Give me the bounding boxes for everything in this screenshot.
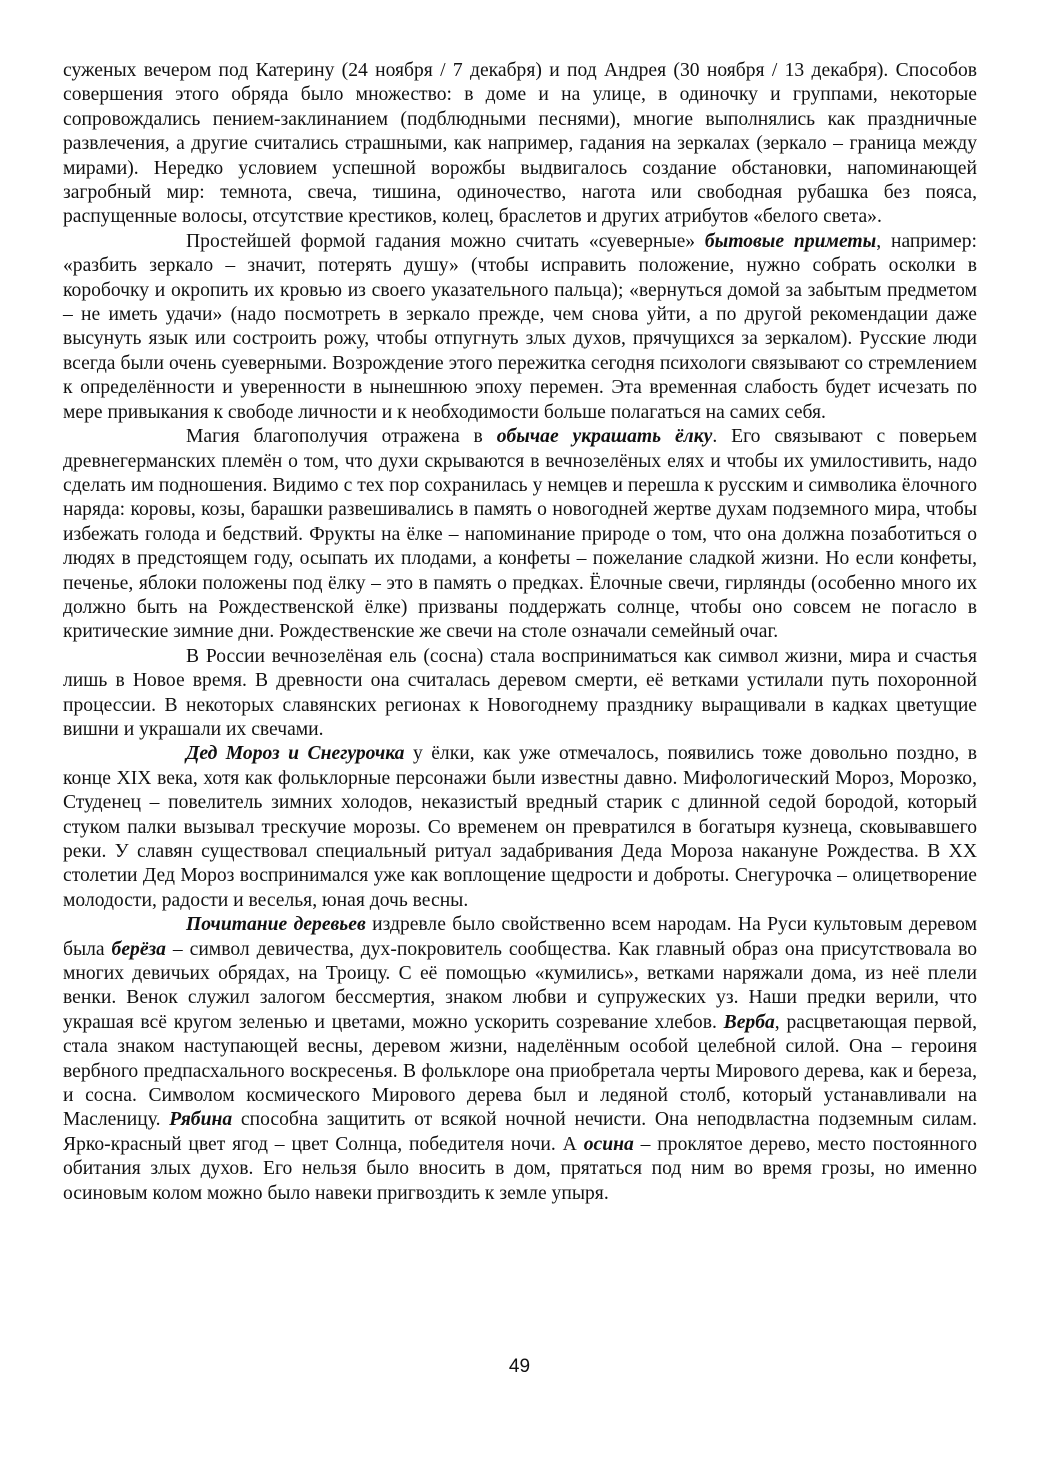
paragraph-3 <box>63 425 977 645</box>
term-bytovye-primety: бытовые приметы <box>704 230 877 252</box>
term-obychay-ukrashat-yolku: обычае украшать ёлку <box>496 426 713 448</box>
term-verba: Верба <box>723 1011 775 1033</box>
term-ryabina: Рябина <box>169 1109 233 1131</box>
paragraph-5-text-1: у ёлки, как уже отмечалось, появились тоже довольно поздно, в конце XIX века, хотя как фольклорные персонажи были известны давно. Мифологический Мороз, Морозко, Студенец – повелитель зимних холодов, неказистый вредный старик с длинной седой бородой, который стуком палки вызывал трескучие морозы. Со временем он превратился в богатыря кузнеца, сковывавшего реки. У славян существовал специальный ритуал задабривания Деда Мороза накануне Рождества. В XX столетии Дед Мороз воспринимался уже как воплощение щедрости и доброты. Снегурочка – олицетворение молодости, радости и веселья, юная дочь весны. <box>63 743 977 911</box>
term-beryoza: берёза <box>111 938 166 960</box>
paragraph-6-text-3: , расцветающая первой, стала знаком наступающей весны, деревом жизни, наделённым особой целебной силой. Она – героиня вербного предпасхального воскресенья. В фольклоре она приобретала черты Мирового дерева, как и береза, и сосна. Символом космического Мирового дерева был и ледяной столб, который устанавливали на Масленицу. <box>63 1011 977 1131</box>
paragraph-6-text-2: – символ девичества, дух-покровитель сообщества. Как главный образ она присутствовала во многих девичьих обрядах, на Троицу. С её помощью «кумились», ветками наряжали дома, из неё плели венки. Венок служил залогом бессмертия, знаком любви и супружеских уз. Наши предки верили, что украшая всё кругом зеленью и цветами, можно ускорить созревание хлебов. <box>63 938 977 1033</box>
term-ded-moroz-snegurochka: Дед Мороз и Снегурочка <box>186 743 405 765</box>
paragraph-5 <box>63 742 977 913</box>
paragraph-1-text: суженых вечером под Катерину (24 ноября / 7 декабря) и под Андрея (30 ноября / 13 декабря). Способов совершения этого обряда было множество: в доме и на улице, в одиночку и группами, некоторые сопровождались пением-заклинанием (подблюдными песнями), многие выполнялись как праздничные развлечения, а другие считались страшными, как например, гадания на зеркалах (зеркало – граница между мирами). Нередко условием успешной ворожбы выдвигалось создание обстановки, напоминающей загробный мир: темнота, свеча, тишина, одиночество, нагота или свободная рубашка без пояса, распущенные волосы, отсутствие крестиков, колец, браслетов и других атрибутов «белого света». <box>63 60 977 228</box>
paragraph-4 <box>63 645 977 743</box>
paragraph-6-text-4: способна защитить от всякой ночной нечисти. Она неподвластна подземным силам. Ярко-красный цвет ягод – цвет Солнца, победителя ночи. А <box>63 1109 977 1155</box>
paragraph-2-text-2: , например: «разбить зеркало – значит, потерять душу» (чтобы исправить положение, нужно собрать осколки в коробочку и окропить их кровью из своего указательного пальца); «вернуться домой за забытым предметом – не иметь удачи» (надо посмотреть в зеркало прежде, чем снова уйти, а по другой рекомендации даже высунуть язык или состроить рожу, чтобы отпугнуть злых духов, прячущихся за зеркалом). Русские люди всегда были очень суеверными. Возрождение этого пережитка сегодня психологи связывают со стремлением к определённости и уверенности в нынешнюю эпоху перемен. Эта временная слабость будет исчезать по мере привыкания к свободе личности и к необходимости больше полагаться на самих себя. <box>63 230 977 423</box>
term-pochitanie-derevyev: Почитание деревьев <box>186 914 366 936</box>
paragraph-3-text-1: Магия благополучия отражена в <box>186 426 497 448</box>
page-number: 49 <box>508 1356 531 1377</box>
term-osina: осина <box>583 1133 634 1155</box>
paragraph-3-text-2: . Его связывают с поверьем древнегерманских племён о том, что духи скрываются в вечнозелёных елях и чтобы их умилостивить, надо сделать им подношения. Видимо с тех пор сохранилась у немцев и перешла к русским и символика ёлочного наряда: коровы, козы, барашки развешивались в память о новогодней жертве духам подземного мира, чтобы избежать голода и бедствий. Фрукты на ёлке – напоминание природе о том, что она должна позаботиться о людях в предстоящем году, осыпать их плодами, а конфеты – пожелание сладкой жизни. Но если конфеты, печенье, яблоки положены под ёлку – это в память о предках. Ёлочные свечи, гирлянды (особенно много их должно быть на Рождественской ёлке) призваны поддержать солнце, чтобы оно совсем не погасло в критические зимние дни. Рождественские же свечи на столе означали семейный очаг. <box>63 426 977 643</box>
paragraph-6 <box>63 913 977 1206</box>
paragraph-4-text: В России вечнозелёная ель (сосна) стала восприниматься как символ жизни, мира и счастья лишь в Новое время. В древности она считалась деревом смерти, её ветками устилали путь похоронной процессии. В некоторых славянских регионах к Новогоднему празднику выращивали в кадках цветущие вишни и украшали их свечами. <box>63 645 977 740</box>
paragraph-2 <box>63 230 977 425</box>
page-body <box>63 59 977 1206</box>
paragraph-6-text-5: – проклятое дерево, место постоянного обитания злых духов. Его нельзя было вносить в дом, прятаться под ним во время грозы, но именно осиновым колом можно было навеки пригвоздить к земле упыря. <box>63 1133 977 1204</box>
paragraph-1 <box>63 59 977 230</box>
paragraph-2-text-1: Простейшей формой гадания можно считать «суеверные» <box>186 230 705 252</box>
paragraph-6-text-1: издревле было свойственно всем народам. На Руси культовым деревом была <box>63 914 977 960</box>
